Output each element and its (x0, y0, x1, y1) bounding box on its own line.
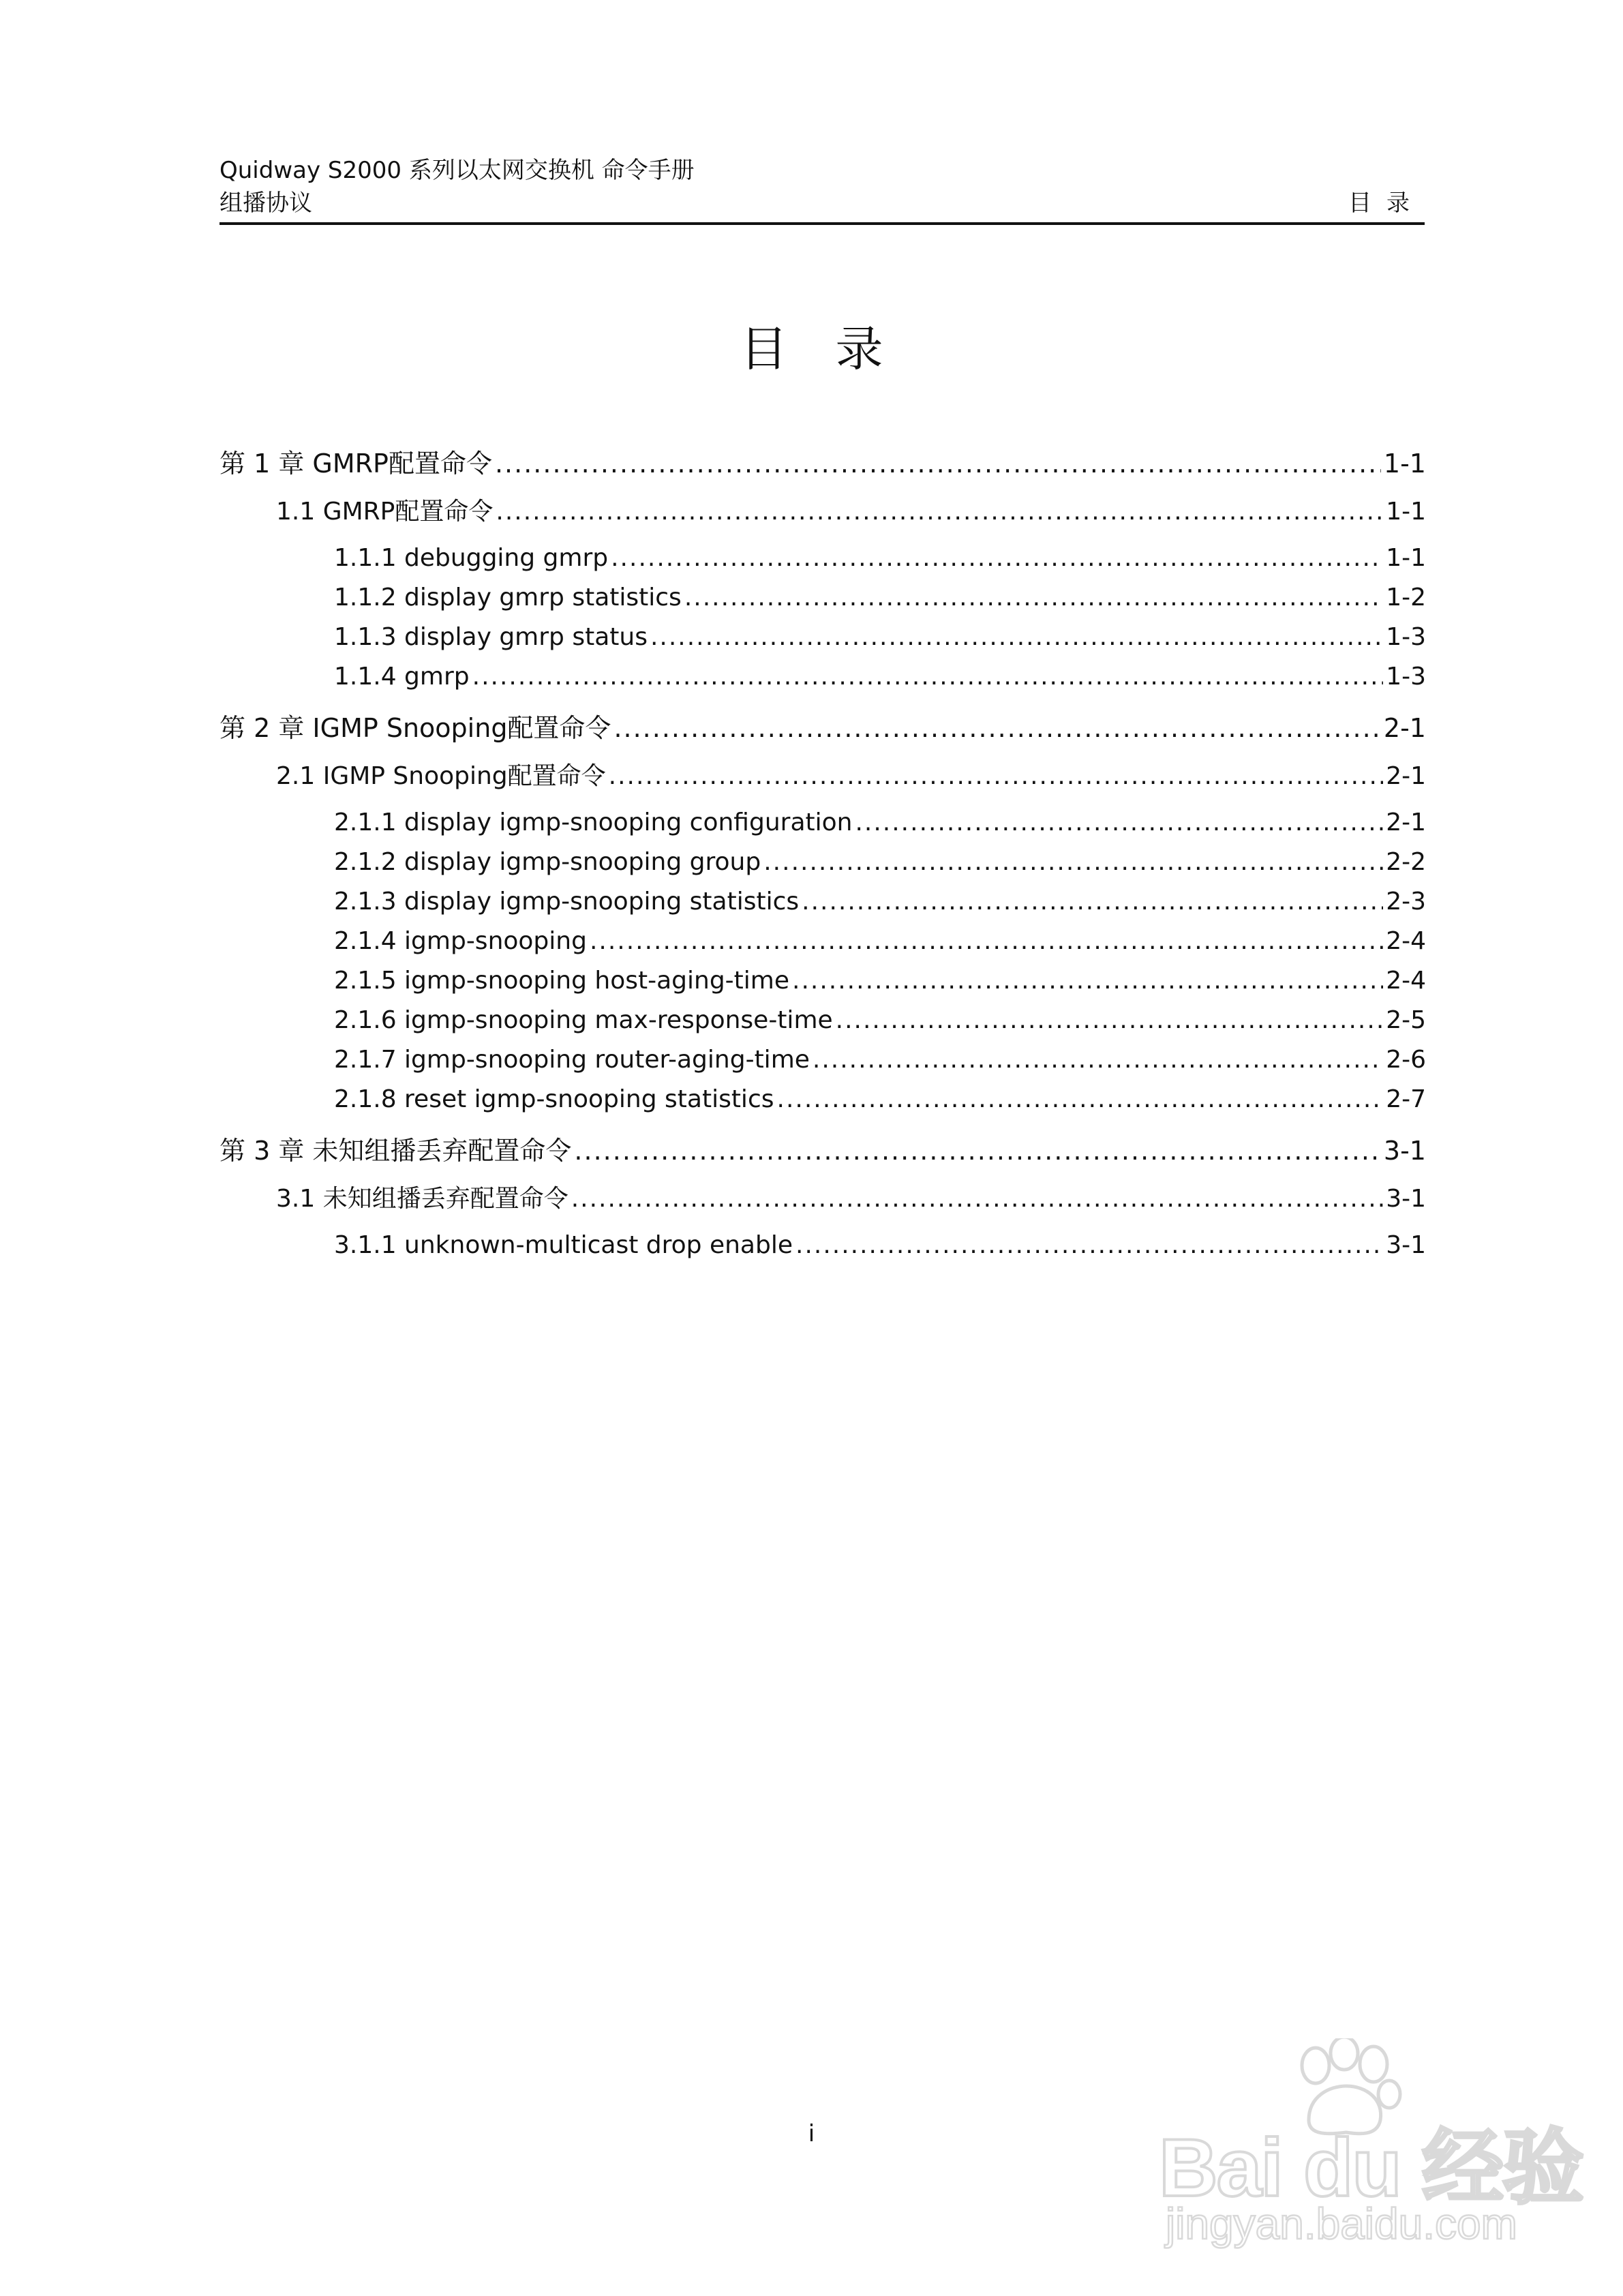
page-number: i (808, 2120, 815, 2147)
page-header (219, 151, 1425, 225)
document-title: Quidway S2000 系列以太网交换机 命令手册 (219, 157, 695, 184)
toc-entry[interactable] (276, 496, 1426, 528)
toc-entry-page: 2-7 (1386, 1085, 1426, 1113)
toc-entry-page: 2-2 (1386, 848, 1426, 876)
toc-entry-page: 3-1 (1386, 1185, 1426, 1213)
toc-entry[interactable] (334, 886, 1426, 918)
toc-dot-leader (609, 760, 1384, 793)
toc-entry-page: 2-4 (1386, 967, 1426, 995)
toc-entry-page: 3-1 (1386, 1231, 1426, 1259)
toc-entry-title: 1.1.1 debugging gmrp (334, 544, 609, 572)
toc-dot-leader (472, 661, 1384, 693)
toc-dot-leader (590, 925, 1383, 958)
toc-entry[interactable] (334, 925, 1426, 958)
toc-entry[interactable] (334, 1044, 1426, 1076)
toc-entry-title: 2.1.8 reset igmp-snooping statistics (334, 1085, 774, 1113)
toc-dot-leader (650, 621, 1383, 654)
toc-entry-title: 2.1 IGMP Snooping配置命令 (276, 762, 606, 790)
toc-entry-page: 2-5 (1386, 1006, 1426, 1034)
toc-dot-leader (495, 447, 1381, 481)
watermark-brand: Bai du 经验 (1159, 2122, 1583, 2214)
toc-entry[interactable] (334, 581, 1426, 614)
toc-entry-page: 1-1 (1386, 498, 1426, 526)
toc-entry[interactable] (334, 661, 1426, 693)
toc-dot-leader (813, 1044, 1383, 1076)
toc-entry-title: 2.1.1 display igmp-snooping configuration (334, 809, 853, 836)
toc-entry-title: 2.1.6 igmp-snooping max-response-time (334, 1006, 833, 1034)
toc-dot-leader (836, 1004, 1384, 1037)
toc-entry-page: 2-1 (1383, 713, 1426, 743)
toc-entry[interactable] (276, 760, 1426, 793)
toc-entry-page: 2-4 (1386, 927, 1426, 955)
toc-entry-title: 2.1.7 igmp-snooping router-aging-time (334, 1046, 810, 1074)
toc-entry-title: 3.1.1 unknown-multicast drop enable (334, 1231, 793, 1259)
toc-dot-leader (777, 1083, 1384, 1116)
toc-dot-leader (802, 886, 1383, 918)
toc-entry[interactable] (276, 1183, 1426, 1215)
toc-entry-title: 2.1.2 display igmp-snooping group (334, 848, 761, 876)
toc-entry-page: 1-2 (1386, 584, 1426, 611)
toc-entry-page: 2-1 (1386, 762, 1426, 790)
toc-entry-title: 2.1.3 display igmp-snooping statistics (334, 888, 800, 916)
toc-entry-page: 1-1 (1383, 449, 1426, 479)
toc-dot-leader (571, 1183, 1383, 1215)
toc-dot-leader (613, 711, 1380, 745)
toc-entry-page: 2-3 (1386, 888, 1426, 916)
toc-entry-title: 1.1.3 display gmrp status (334, 623, 648, 651)
toc-dot-leader (574, 1134, 1381, 1168)
toc-entry[interactable] (219, 1134, 1426, 1168)
toc-dot-leader (855, 806, 1383, 839)
toc-entry[interactable] (334, 846, 1426, 879)
toc-entry[interactable] (334, 1083, 1426, 1116)
toc-dot-leader (763, 846, 1383, 879)
toc-entry[interactable] (334, 542, 1426, 575)
toc-entry-page: 1-3 (1386, 623, 1426, 651)
toc-entry[interactable] (334, 621, 1426, 654)
toc-dot-leader (792, 965, 1383, 997)
toc-entry-page: 3-1 (1383, 1136, 1426, 1166)
baidu-jingyan-watermark (1152, 2038, 1583, 2248)
toc-entry[interactable] (219, 711, 1426, 745)
toc-dot-leader (795, 1229, 1383, 1262)
toc-entry[interactable] (219, 447, 1426, 481)
toc-entry[interactable] (334, 965, 1426, 997)
toc-entry[interactable] (334, 1229, 1426, 1262)
toc-entry[interactable] (334, 806, 1426, 839)
toc-entry-page: 1-3 (1386, 663, 1426, 691)
document-subtitle: 组播协议 (219, 190, 312, 217)
toc-entry-title: 第 2 章 IGMP Snooping配置命令 (219, 713, 611, 743)
toc-entry-title: 3.1 未知组播丢弃配置命令 (276, 1185, 568, 1213)
watermark-url: jingyan.baidu.com (1166, 2199, 1517, 2248)
header-section-label: 目录 (1348, 190, 1425, 217)
toc-entry-title: 1.1.2 display gmrp statistics (334, 584, 682, 611)
toc-dot-leader (611, 542, 1383, 575)
toc-entry-title: 1.1.4 gmrp (334, 663, 470, 691)
toc-entry-page: 1-1 (1386, 544, 1426, 572)
toc-entry-title: 2.1.4 igmp-snooping (334, 927, 587, 955)
toc-dot-leader (496, 496, 1383, 528)
toc-entry-title: 第 1 章 GMRP配置命令 (219, 449, 492, 479)
toc-entry-title: 2.1.5 igmp-snooping host-aging-time (334, 967, 790, 995)
toc-entry[interactable] (334, 1004, 1426, 1037)
toc-entry-page: 2-1 (1386, 809, 1426, 836)
toc-entry-page: 2-6 (1386, 1046, 1426, 1074)
toc-dot-leader (684, 581, 1383, 614)
toc-entry-title: 1.1 GMRP配置命令 (276, 498, 494, 526)
toc-entry-title: 第 3 章 未知组播丢弃配置命令 (219, 1136, 572, 1166)
page-title: 目录 (740, 321, 931, 377)
